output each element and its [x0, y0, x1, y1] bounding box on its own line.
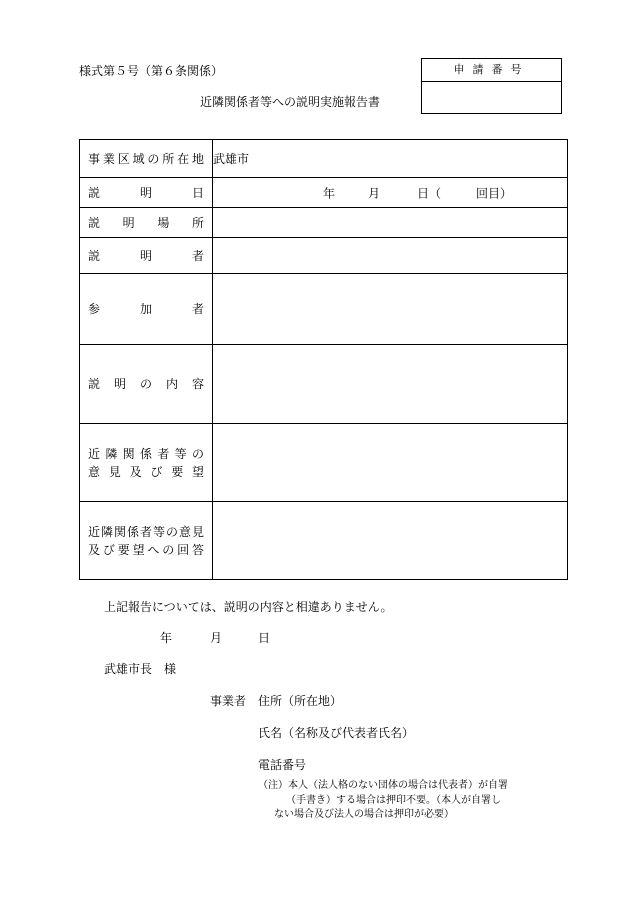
date-label: 説明日	[80, 178, 213, 208]
explainer-label: 説明者	[80, 238, 213, 274]
table-row	[80, 178, 568, 208]
responses-label: 近隣関係者等の意見 及び要望への回答	[80, 502, 213, 580]
report-table	[79, 139, 568, 580]
explainer-value[interactable]	[213, 238, 568, 274]
address-label: 住所（所在地）	[258, 694, 343, 708]
table-row	[80, 238, 568, 274]
table-row	[80, 208, 568, 238]
report-day: 日	[258, 631, 271, 645]
application-number-field[interactable]	[422, 82, 561, 115]
opinions-label: 近隣関係者等の 意見及び要望	[80, 424, 213, 502]
opinions-value[interactable]	[213, 424, 568, 502]
location-label: 事業区域の所在地	[80, 140, 213, 178]
seal-note	[258, 779, 518, 823]
addressee: 武雄市長 様	[104, 662, 177, 676]
place-value[interactable]	[213, 208, 568, 238]
place-label: 説明場所	[80, 208, 213, 238]
responses-value[interactable]	[213, 502, 568, 580]
declaration-text: 上記報告については、説明の内容と相違ありません。	[104, 600, 393, 614]
date-count: 回目）	[476, 186, 513, 200]
table-row	[80, 502, 568, 580]
participants-label: 参加者	[80, 274, 213, 345]
location-value[interactable]: 武雄市	[213, 140, 568, 178]
date-year: 年	[323, 186, 336, 200]
content-value[interactable]	[213, 345, 568, 424]
application-number-label: 申請番号	[422, 59, 561, 82]
operator-label: 事業者	[210, 694, 247, 708]
document-title: 近隣関係者等への説明実施報告書	[200, 95, 381, 109]
date-value[interactable]	[213, 178, 568, 208]
report-year: 年	[160, 631, 173, 645]
date-day: 日（	[417, 186, 442, 200]
application-number-box	[421, 58, 562, 114]
content-label: 説明の内容	[80, 345, 213, 424]
form-number: 様式第５号（第６条関係）	[79, 64, 224, 78]
note-line: （注）本人（法人格のない団体の場合は代表者）が自署	[258, 780, 508, 791]
table-row	[80, 345, 568, 424]
table-row	[80, 140, 568, 178]
table-row	[80, 274, 568, 345]
participants-value[interactable]	[213, 274, 568, 345]
note-line: ない場合及び法人の場合は押印が必要）	[274, 809, 454, 820]
table-row	[80, 424, 568, 502]
report-month: 月	[210, 631, 223, 645]
phone-label: 電話番号	[258, 758, 307, 772]
note-line: （手書き）する場合は押印不要。（本人が自署し	[286, 794, 501, 806]
date-month: 月	[368, 186, 381, 200]
name-label: 氏名（名称及び代表者氏名）	[258, 726, 415, 740]
